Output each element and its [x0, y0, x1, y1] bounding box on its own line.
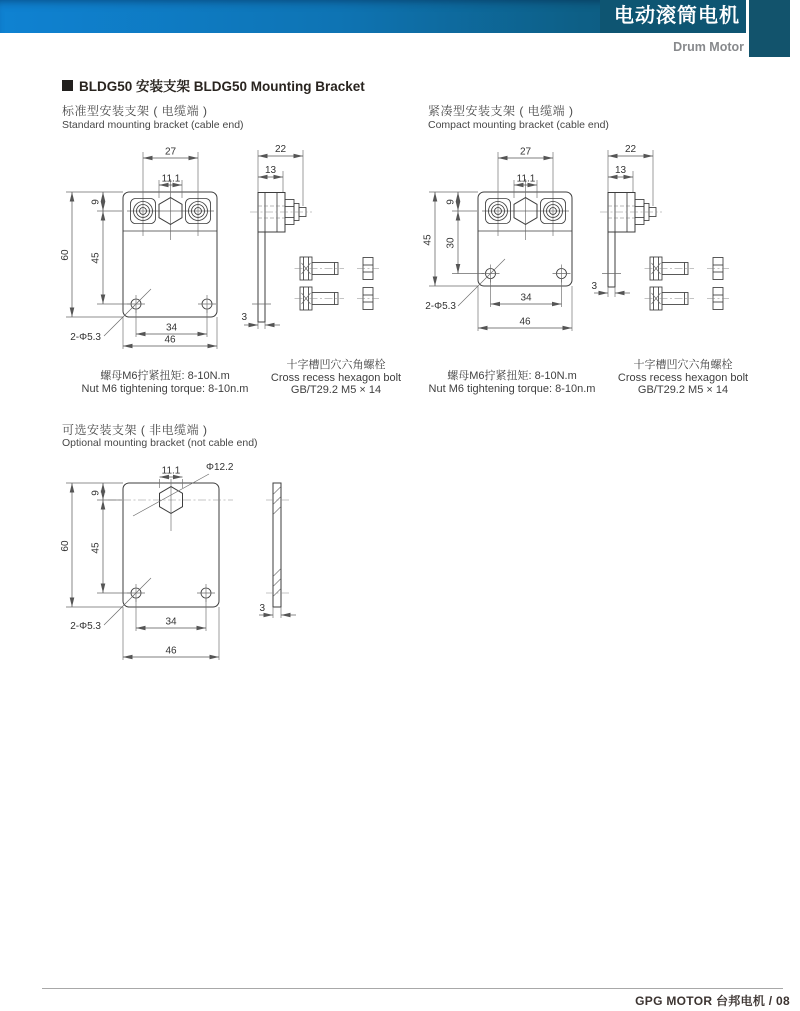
bolt-note-cn: 十字槽凹穴六角螺栓	[633, 359, 733, 371]
nut-note-en: Nut M6 tightening torque: 8-10n.m	[81, 382, 249, 395]
nut-note-cn: 螺母M6拧紧扭矩: 8-10N.m	[447, 370, 577, 382]
opt-dim-45: 45	[90, 542, 102, 554]
std-dim-27: 27	[164, 146, 177, 158]
cpt-dim-holes: 2-Φ5.3	[425, 301, 456, 312]
std-dim-9: 9	[90, 199, 102, 205]
opt-dim-122: Φ12.2	[206, 462, 234, 473]
page-title-cn: 电动滚筒电机	[614, 5, 740, 27]
compact-title-en: Compact mounting bracket (cable end)	[428, 119, 609, 131]
standard-title-en: Standard mounting bracket (cable end)	[62, 119, 244, 131]
std-dim-3: 3	[241, 312, 247, 323]
optional-side-view	[259, 483, 296, 618]
page-subtitle: Drum Motor	[673, 40, 744, 54]
standard-nut-note	[65, 370, 265, 395]
standard-side-view	[241, 144, 312, 329]
bolt-note-en: Cross recess hexagon bolt	[617, 371, 749, 384]
bolt-note-en: Cross recess hexagon bolt	[270, 371, 402, 384]
bolt-note-spec: GB/T29.2 M5 × 14	[290, 384, 382, 396]
compact-fasteners	[645, 257, 730, 310]
bolt-note-cn: 十字槽凹穴六角螺栓	[286, 359, 386, 371]
opt-dim-11: 11.1	[161, 465, 181, 477]
compact-title-cn: 紧凑型安装支架 ( 电缆端 )	[428, 104, 574, 118]
cpt-dim-11: 11.1	[516, 173, 536, 185]
standard-fasteners	[295, 257, 380, 310]
opt-dim-46: 46	[165, 645, 177, 657]
compact-nut-note	[412, 370, 612, 395]
cpt-dim-30: 30	[445, 237, 457, 249]
optional-title-en: Optional mounting bracket (not cable end)	[62, 437, 258, 449]
cpt-dim-22: 22	[624, 144, 637, 155]
cpt-dim-27: 27	[519, 146, 532, 158]
opt-dim-3: 3	[259, 603, 265, 614]
standard-front-view	[60, 147, 217, 350]
cpt-dim-46: 46	[519, 316, 531, 328]
opt-dim-34: 34	[165, 616, 177, 628]
nut-note-cn: 螺母M6拧紧扭矩: 8-10N.m	[100, 370, 230, 382]
cpt-dim-13: 13	[614, 165, 627, 176]
cpt-dim-34: 34	[520, 292, 532, 304]
compact-front-view	[423, 147, 573, 332]
opt-dim-holes: 2-Φ5.3	[70, 621, 101, 632]
std-dim-22: 22	[274, 144, 287, 155]
cpt-dim-3: 3	[591, 281, 597, 292]
standard-title-cn: 标准型安装支架 ( 电缆端 )	[62, 104, 208, 118]
opt-dim-60: 60	[60, 540, 71, 552]
cpt-dim-45: 45	[422, 234, 434, 246]
compact-bolt-note	[593, 359, 773, 397]
cpt-dim-9: 9	[445, 199, 457, 205]
std-dim-45: 45	[90, 252, 102, 264]
footer-text: GPG MOTOR 台邦电机 / 08	[635, 994, 790, 1008]
std-dim-46: 46	[164, 334, 176, 346]
opt-dim-9: 9	[90, 490, 102, 496]
std-dim-60: 60	[60, 249, 71, 261]
standard-bolt-note	[246, 359, 426, 397]
footer-divider	[42, 988, 783, 989]
std-dim-11: 11.1	[161, 173, 181, 185]
optional-title-cn: 可选安装支架 ( 非电缆端 )	[62, 423, 208, 437]
bolt-note-spec: GB/T29.2 M5 × 14	[637, 384, 729, 396]
optional-front-view	[60, 462, 234, 660]
std-dim-34: 34	[165, 322, 178, 334]
nut-note-en: Nut M6 tightening torque: 8-10n.m	[428, 382, 596, 395]
section-title-text: BLDG50 安装支架 BLDG50 Mounting Bracket	[79, 79, 365, 94]
compact-side-view	[591, 144, 662, 297]
std-dim-13: 13	[264, 165, 277, 176]
std-dim-holes: 2-Φ5.3	[70, 332, 101, 343]
